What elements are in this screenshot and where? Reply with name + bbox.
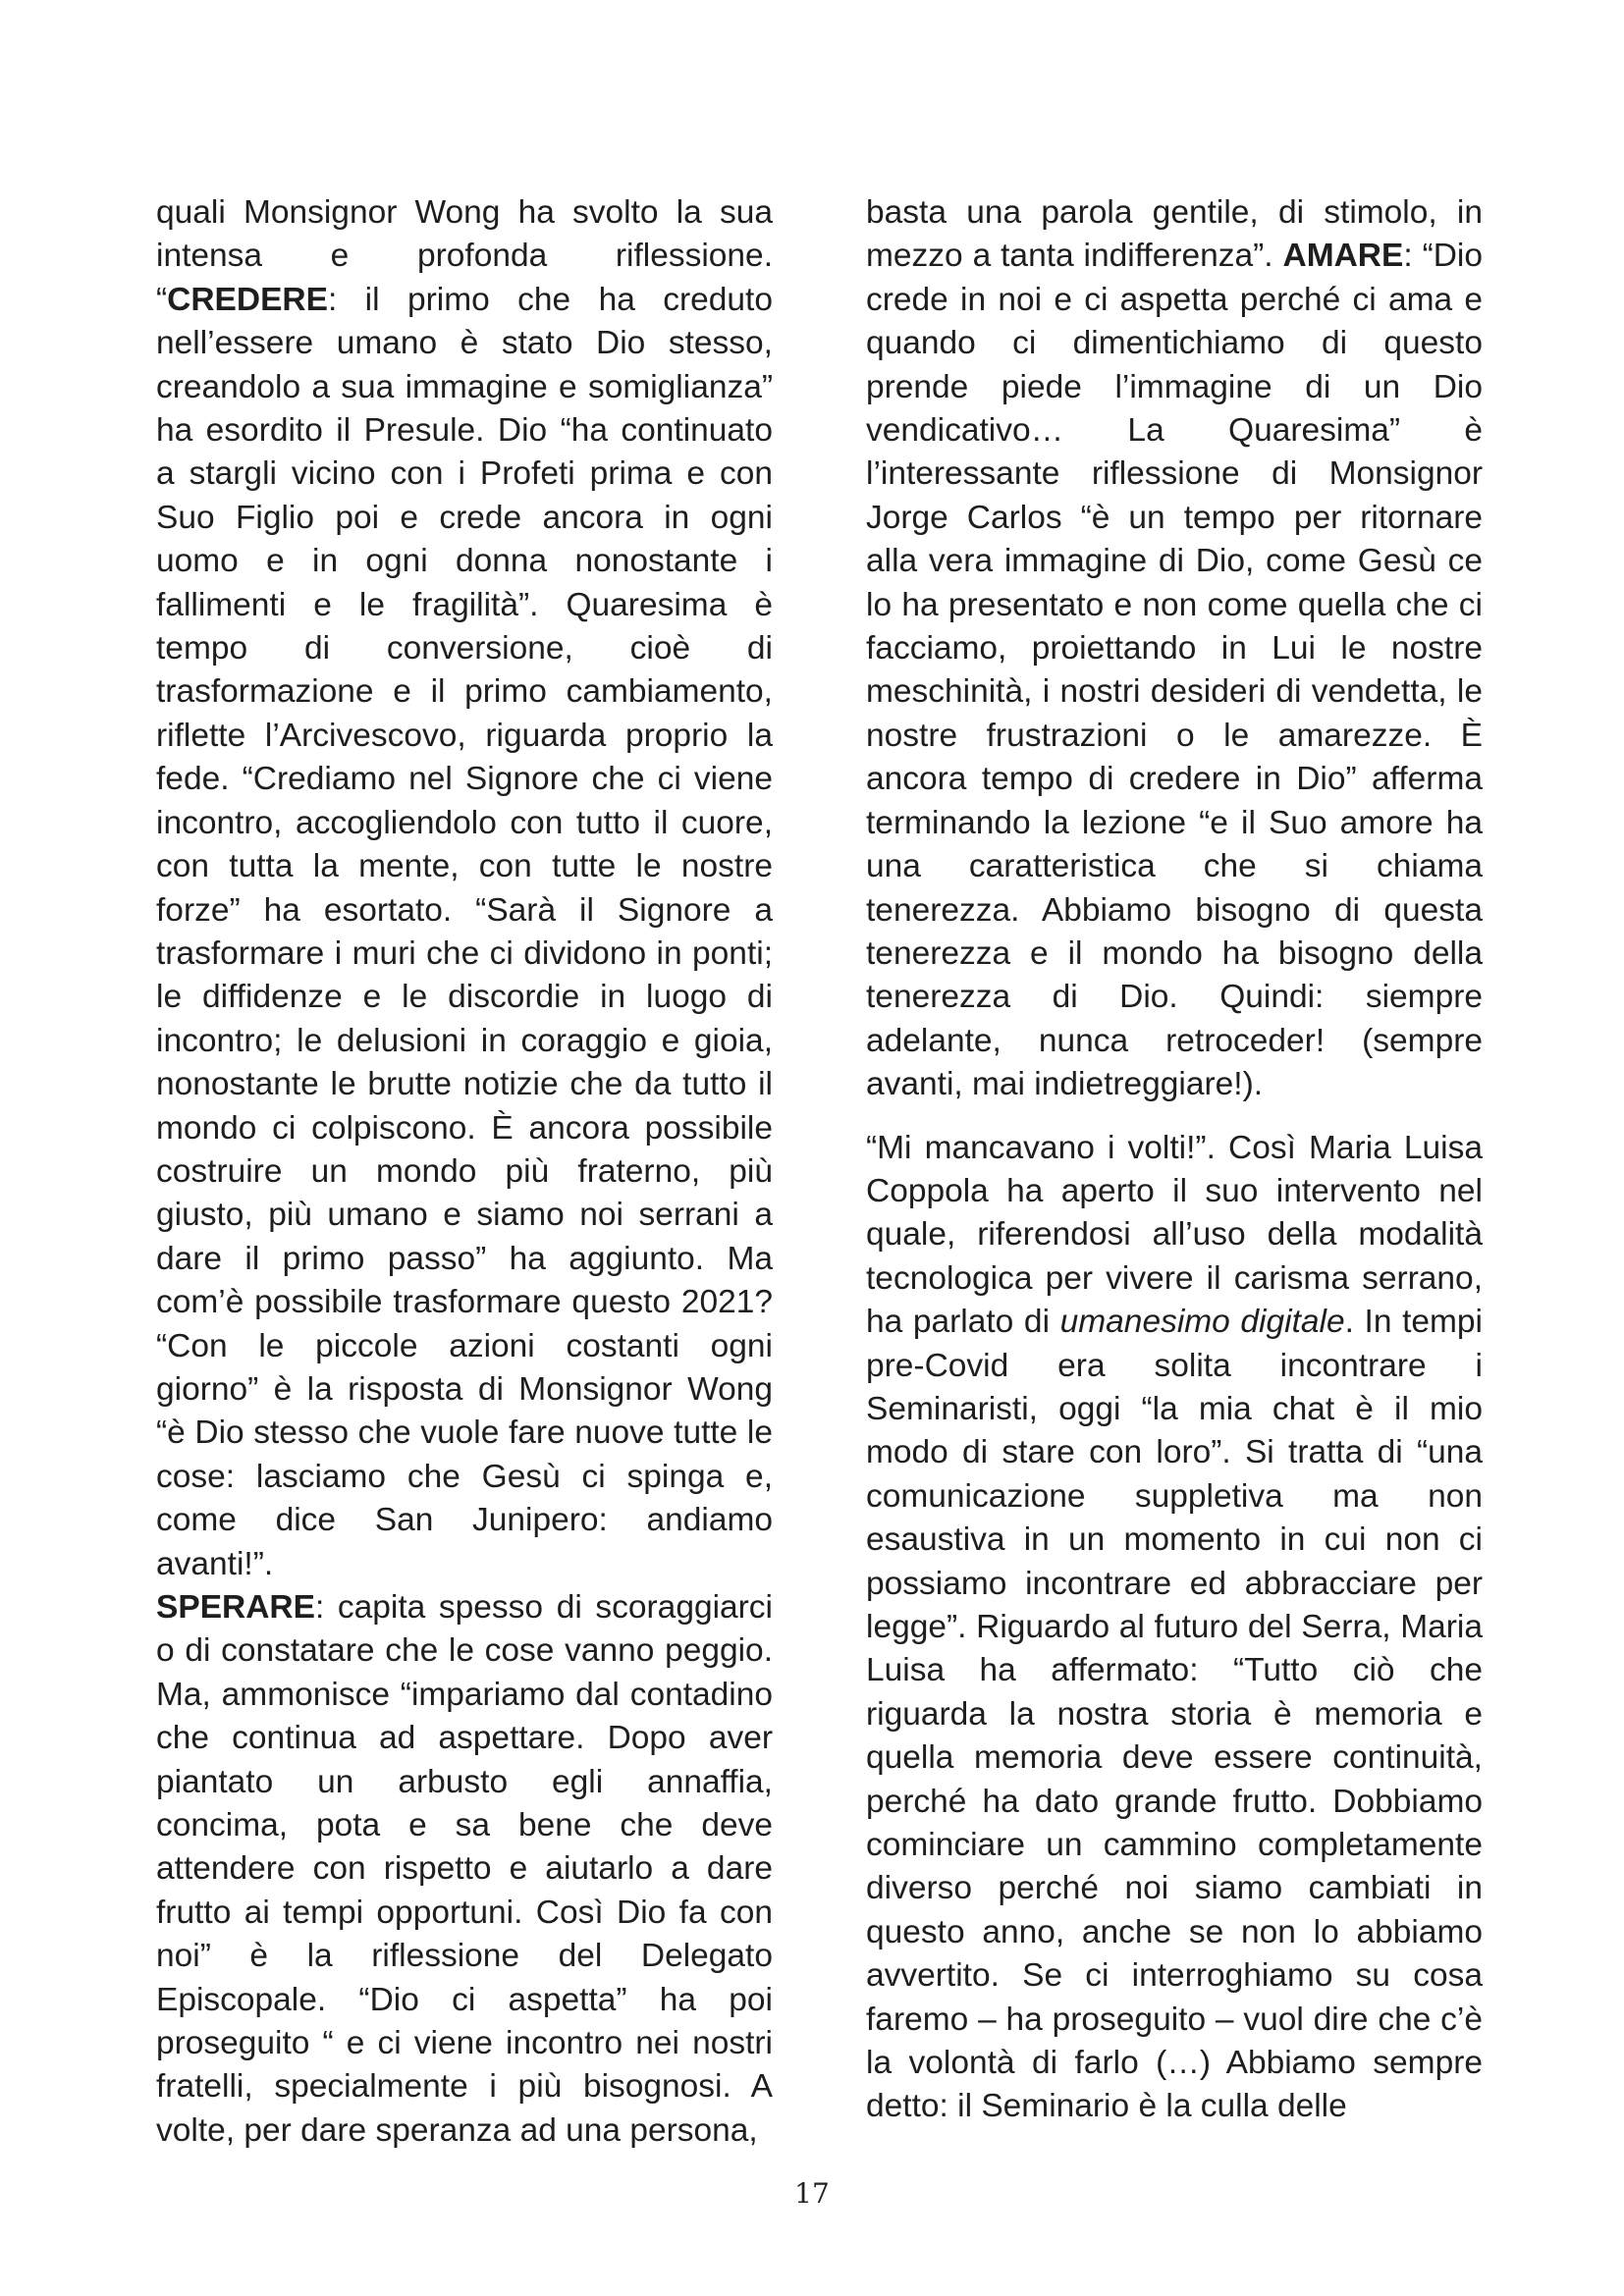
- page-number: 17: [794, 2177, 830, 2210]
- paragraph-sperare: [156, 1586, 773, 2153]
- text-run: basta una parola gentile, di stimolo, in mezzo a tanta indifferenza”.: [866, 194, 1483, 275]
- paragraph-coppola: [866, 1127, 1483, 2129]
- heading-credere: CREDERE: [167, 281, 328, 318]
- emphasis-umanesimo-digitale: umanesimo digitale: [1059, 1304, 1345, 1341]
- text-run: : “Dio crede in noi e ci aspetta perché ci ama e quando ci dimentichiamo di questo prende piede l’immagine di un Dio vendicativo… La Quaresima” è l’interessante riflessione di Monsignor Jorge Carlos “è un tempo per ritornare alla vera immagine di Dio, come Gesù ce lo ha presentato e non come quella che ci facciamo, proiettando in Lui le nostre meschinità, i nostri desideri di vendetta, le nostre frustrazioni o le amarezze. È ancora tempo di credere in Dio” afferma terminando la lezione “e il Suo amore ha una caratteristica che si chiama tenerezza. Abbiamo bisogno di questa tenerezza e il mondo ha bisogno della tenerezza di Dio. Quindi: siempre adelante, nunca retroceder! (sempre avanti, mai indietreggiare!).: [866, 238, 1483, 1103]
- text-run: : capita spesso di scoraggiarci o di constatare che le cose vanno peggio. Ma, ammonisce “impariamo dal contadino che continua ad aspettare. Dopo aver piantato un arbusto egli annaffia, concima, pota e sa bene che deve attendere con rispetto e aiutarlo a dare frutto ai tempi opportuni. Così Dio fa con noi” è la riflessione del Delegato Episcopale. “Dio ci aspetta” ha poi proseguito “ e ci viene incontro nei nostri fratelli, specialmente i più bisognosi. A volte, per dare speranza ad una persona,: [156, 1589, 773, 2149]
- text-run: : il primo che ha creduto nell’essere umano è stato Dio stesso, creandolo a sua immagine e somiglianza” ha esordito il Presule. Dio “ha continuato a stargli vicino con i Profeti prima e con Suo Figlio poi e crede ancora in ogni uomo e in ogni donna nonostante i fallimenti e le fragilità”. Quaresima è tempo di conversione, cioè di trasformazione e il primo cambiamento, riflette l’Arcivescovo, riguarda proprio la fede. “Crediamo nel Signore che ci viene incontro, accogliendolo con tutto il cuore, con tutta la mente, con tutte le nostre forze” ha esortato. “Sarà il Signore a trasformare i muri che ci dividono in ponti; le diffidenze e le discordie in luogo di incontro; le delusioni in coraggio e gioia, nonostante le brutte notizie che da tutto il mondo ci colpiscono. È ancora possibile costruire un mondo più fraterno, più giusto, più umano e siamo noi serrani a dare il primo passo” ha aggiunto. Ma com’è possibile trasformare questo 2021? “Con le piccole azioni costanti ogni giorno” è la risposta di Monsignor Wong “è Dio stesso che vuole fare nuove tutte le cose: lasciamo che Gesù ci spinga e, come dice San Junipero: andiamo avanti!”.: [156, 281, 773, 1582]
- text-run: quali Monsignor Wong ha svolto la sua intensa e profonda riflessione. “: [156, 194, 773, 318]
- text-run: “Mi mancavano i volti!”. Così Maria Luisa Coppola ha aperto il suo intervento nel quale, riferendosi all’uso della modalità tecnologica per vivere il carisma serrano, ha parlato di: [866, 1129, 1483, 1341]
- paragraph-amare: [866, 191, 1483, 1107]
- heading-amare: AMARE: [1282, 238, 1404, 275]
- heading-sperare: SPERARE: [156, 1589, 315, 1626]
- right-column: [866, 191, 1483, 2129]
- paragraph-credere: [156, 191, 773, 1586]
- text-run: . In tempi pre-Covid era solita incontrare i Seminaristi, oggi “la mia chat è il mio modo di stare con loro”. Si tratta di “una comunicazione suppletiva ma non esaustiva in un momento in cui non ci possiamo incontrare ed abbracciare per legge”. Riguardo al futuro del Serra, Maria Luisa ha affermato: “Tutto ciò che riguarda la nostra storia è memoria e quella memoria deve essere continuità, perché ha dato grande frutto. Dobbiamo cominciare un cammino completamente diverso perché noi siamo cambiati in questo anno, anche se non lo abbiamo avvertito. Se ci interroghiamo su cosa faremo – ha proseguito – vuol dire che c’è la volontà di farlo (…) Abbiamo sempre detto: il Seminario è la culla delle: [866, 1304, 1483, 2125]
- left-column: [156, 191, 773, 2153]
